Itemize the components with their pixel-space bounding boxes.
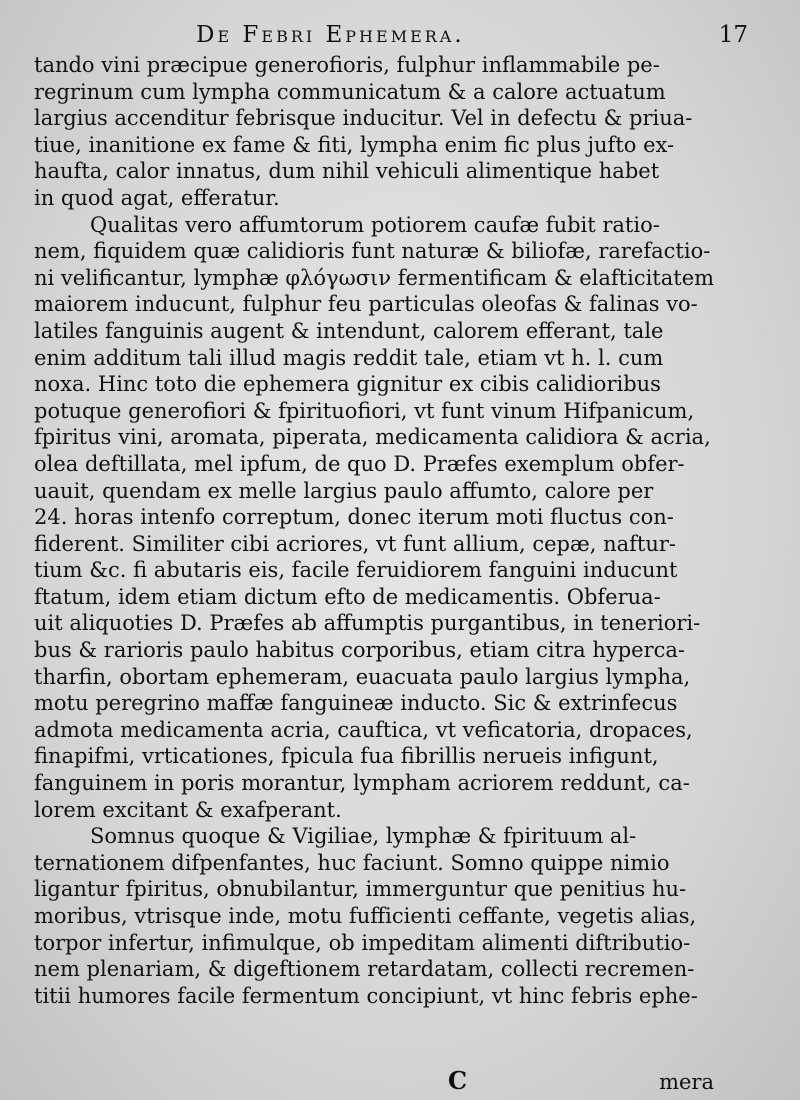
running-title: De Febri Ephemera. — [196, 22, 465, 48]
catchword: mera — [659, 1070, 714, 1094]
text-line: tharfin, obortam ephemeram, euacuata paulo largius lympha, — [34, 664, 691, 689]
text-line: finapifmi, vrticationes, fpicula fua fibrillis nerueis infigunt, — [34, 744, 659, 769]
text-line: uit aliquoties D. Præfes ab affumptis purgantibus, in teneriori- — [34, 611, 701, 636]
text-line: titii humores facile fermentum concipiunt, vt hinc febris ephe- — [34, 983, 698, 1008]
text-line: nem, fiquidem quæ calidioris funt naturæ & biliofæ, rarefactio- — [34, 239, 711, 264]
text-line: tiue, inanitione ex fame & fiti, lympha enim fic plus jufto ex- — [34, 132, 675, 157]
text-line: haufta, calor innatus, dum nihil vehiculi alimentique habet — [34, 159, 660, 184]
text-line: nem plenariam, & digeftionem retardatam, collecti recremen- — [34, 957, 695, 982]
text-line: moribus, vtrisque inde, motu fufficienti ceffante, vegetis alias, — [34, 904, 697, 928]
text-line: lorem excitant & exafperant. — [34, 797, 342, 822]
text-line: motu peregrino maffæ fanguineæ inducto. Sic & extrinfecus — [34, 691, 678, 716]
text-line: tando vini præcipue generofioris, fulphur inflammabile pe- — [34, 53, 660, 77]
text-line: maiorem inducunt, fulphur feu particulas oleofas & falinas vo- — [34, 292, 698, 317]
text-line: potuque generofiori & fpirituofiori, vt funt vinum Hifpanicum, — [34, 398, 695, 423]
page-footer — [0, 1066, 800, 1096]
running-head — [0, 22, 800, 56]
text-line: latiles fanguinis augent & intendunt, calorem efferant, tale — [34, 318, 664, 343]
text-line: fanguinem in poris morantur, lympham acriorem reddunt, ca- — [34, 771, 690, 796]
text-line: ni velificantur, lymphæ φλόγωσιν fermentificam & elafticitatem — [34, 265, 715, 290]
text-line: torpor infertur, infimulque, ob impeditam alimenti diftributio- — [34, 930, 691, 955]
text-line: bus & rarioris paulo habitus corporibus, etiam citra hyperca- — [34, 638, 685, 663]
text-line: in quod agat, efferatur. — [34, 185, 280, 210]
signature-mark: C — [448, 1066, 468, 1095]
paragraph-first-line: Qualitas vero affumtorum potiorem caufæ fubit ratio- — [90, 212, 660, 237]
text-line: largius accenditur febrisque inducitur. Vel in defectu & priua- — [34, 106, 693, 131]
text-line: enim additum tali illud magis reddit tale, etiam vt h. l. cum — [34, 345, 664, 370]
text-line: regrinum cum lympha communicatum & a calore actuatum — [34, 79, 666, 104]
text-line: olea deftillata, mel ipfum, de quo D. Præfes exemplum obfer- — [34, 451, 685, 476]
text-line: tium &c. fi abutaris eis, facile feruidiorem fanguini inducunt — [34, 558, 678, 583]
text-line: admota medicamenta acria, cauftica, vt veficatoria, dropaces, — [34, 717, 693, 742]
page-number: 17 — [718, 22, 748, 48]
text-line: 24. horas intenfo correptum, donec iterum moti fluctus con- — [34, 505, 674, 530]
text-line: fiderent. Similiter cibi acriores, vt funt allium, cepæ, naftur- — [34, 531, 676, 556]
text-line: noxa. Hinc toto die ephemera gignitur ex cibis calidioribus — [34, 372, 661, 397]
text-line: ftatum, idem etiam dictum efto de medicamentis. Obferua- — [34, 584, 661, 609]
text-line: uauit, quendam ex melle largius paulo affumto, calore per — [34, 478, 654, 503]
text-line: fpiritus vini, aromata, piperata, medicamenta calidiora & acria, — [34, 425, 711, 450]
paragraph-first-line: Somnus quoque & Vigiliae, lymphæ & fpirituum al- — [90, 824, 637, 849]
body-text — [34, 52, 724, 1009]
text-line: ternationem difpenfantes, huc faciunt. Somno quippe nimio — [34, 850, 670, 875]
text-line: ligantur fpiritus, obnubilantur, immerguntur que penitius hu- — [34, 877, 687, 902]
